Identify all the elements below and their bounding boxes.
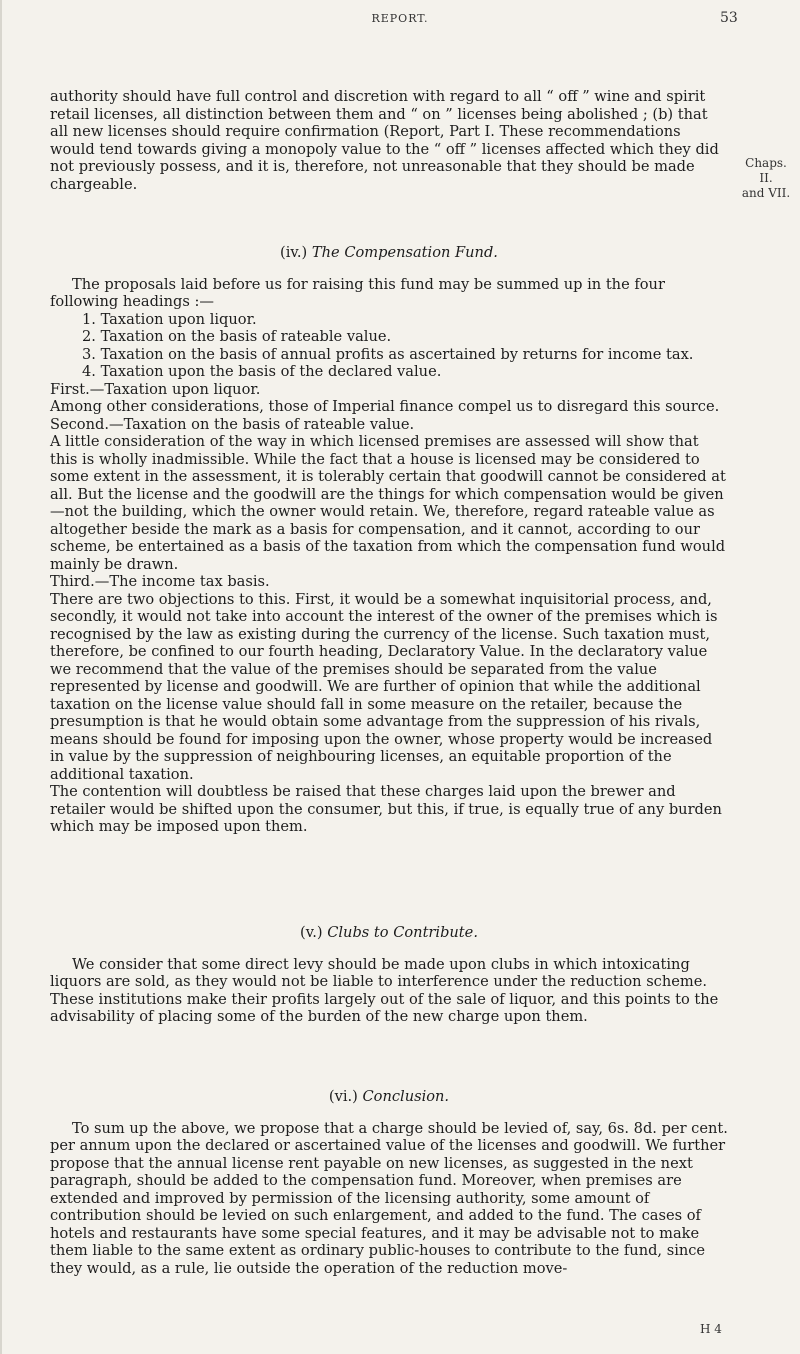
margin-note-line2: and VII. [741, 186, 791, 200]
intro-paragraph-block [50, 88, 728, 193]
margin-note-line1: Chaps. II. [745, 156, 787, 185]
first-heading: First.—Taxation upon liquor. [50, 380, 261, 398]
section-iv-intro: The proposals laid before us for raising this fund may be summed up in the four following headings :— [50, 275, 665, 310]
closing-text: The contention will doubtless be raised that these charges laid upon the brewer and retailer would be shifted upon the consumer, but this, if true, is equally true of any burden which may be imposed upon them. [50, 783, 722, 835]
second-text: A little consideration of the way in which licensed premises are assessed will show that this is wholly inadmissible. While the fact that a house is licensed may be considered to some extent in the assessment, it is tolerably certain that goodwill cannot be considered at all. But the license and the goodwill are the things for which compensation would be given—not the building, which the owner would retain. We, therefore, regard rateable value as altogether beside the mark as a basis for compensation, and it cannot, according to our scheme, be entertained as a basis of the taxation from which the compensation fund would mainly be drawn. [50, 433, 726, 573]
intro-paragraph: authority should have full control and discretion with regard to all “ off ” wine and spirit retail licenses, all distinction between them and “ on ” licenses being abolished ; (b) that all new licenses should require confirmation (Report, Part I. These recommendations would tend towards giving a monopoly value to the “ off ” licenses affected which they did not previously possess, and it is, therefore, not unreasonable that they should be made chargeable. [50, 88, 719, 193]
section-vi [50, 1088, 728, 1277]
section-iv [50, 244, 728, 836]
binding-edge [0, 0, 2, 1354]
section-vi-number: (vi.) [328, 1088, 358, 1105]
section-v-heading [50, 924, 728, 942]
section-iv-heading [50, 244, 728, 262]
proposal-list [50, 311, 728, 381]
first-text: Among other considerations, those of Imperial finance compel us to disregard this source. [50, 398, 720, 415]
proposal-item: 2. Taxation on the basis of rateable value. [82, 328, 392, 345]
section-v-title: Clubs to Contribute. [327, 924, 478, 941]
section-iv-number: (iv.) [280, 244, 308, 261]
second-heading: Second.—Taxation on the basis of rateable value. [50, 415, 415, 433]
third-text: There are two objections to this. First, it would be a somewhat inquisitorial process, and, secondly, it would not take into account the interest of the owner of the premises which is recognised by the law as existing during the currency of the license. Such taxation must, therefore, be confined to our fourth heading, Declaratory Value. In the declaratory value we recommend that the value of the premises should be separated from the value represented by license and goodwill. We are further of opinion that while the additional taxation on the license value should fall in some measure on the retailer, because the presumption is that he would obtain some advantage from the suppression of his rivals, means should be found for imposing upon the owner, whose property would be increased in value by the suppression of neighbouring licenses, an equitable proportion of the additional taxation. [50, 590, 718, 783]
section-v-number: (v.) [300, 924, 323, 941]
margin-note [737, 156, 795, 201]
signature-mark: H 4 [700, 1322, 722, 1336]
section-iv-title: The Compensation Fund. [311, 244, 498, 261]
section-v-text: We consider that some direct levy should be made upon clubs in which intoxicating liquors are sold, as they would not be liable to interference under the reduction scheme. These institutions make their profits largely out of the sale of liquor, and this points to the advisability of placing some of the burden of the new charge upon them. [50, 955, 719, 1025]
proposal-item: 3. Taxation on the basis of annual profits as ascertained by returns for income tax. [82, 345, 694, 363]
page-number: 53 [720, 10, 738, 26]
section-vi-heading [50, 1088, 728, 1106]
third-heading: Third.—The income tax basis. [50, 573, 270, 590]
section-vi-title: Conclusion. [362, 1088, 450, 1105]
running-header: REPORT. [371, 12, 429, 25]
section-vi-text: To sum up the above, we propose that a charge should be levied of, say, 6s. 8d. per cent. per annum upon the declared or ascertained value of the licenses and goodwill. We further propose that the annual license rent payable on new licenses, as suggested in the next paragraph, should be added to the compensation fund. Moreover, when premises are extended and improved by permission of the licensing authority, some amount of contribution should be levied on such enlargement, and added to the fund. The cases of hotels and restaurants have some special features, and it may be advisable not to make them liable to the same extent as ordinary public-houses to contribute to the fund, since they would, as a rule, lie outside the operation of the reduction move- [50, 1119, 728, 1277]
proposal-item: 1. Taxation upon liquor. [82, 310, 257, 328]
section-v [50, 924, 728, 1026]
proposal-item: 4. Taxation upon the basis of the declared value. [82, 363, 442, 380]
